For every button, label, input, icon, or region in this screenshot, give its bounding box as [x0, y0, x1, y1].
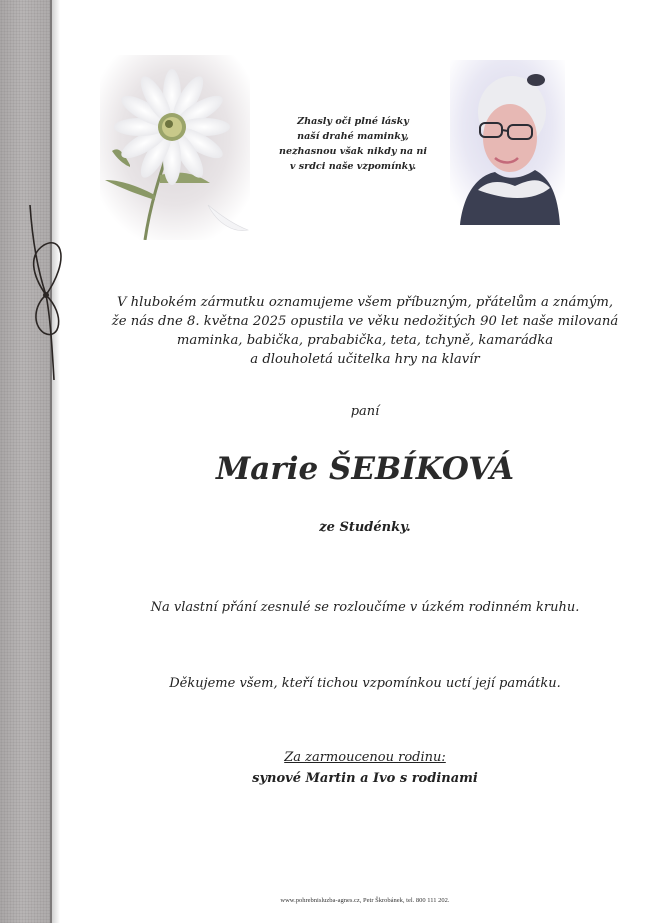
family-heading-text: Za zarmoucenou rodinu:	[284, 750, 446, 765]
announcement-line: že nás dne 8. května 2025 opustila ve věku nedožitých 90 let naše milovaná	[111, 314, 619, 329]
ribbon-bow-icon	[22, 205, 78, 380]
farewell-wish: Na vlastní přání zesnulé se rozloučíme v úzkém rodinném kruhu.	[150, 600, 580, 615]
daisy-flower-image	[100, 55, 250, 240]
announcement-line: a dlouholetá učitelka hry na klavír	[250, 352, 480, 367]
announcement-line: V hlubokém zármutku oznamujeme všem příbuzným, přátelům a známým,	[116, 295, 614, 310]
family-names: synové Martin a Ivo s rodinami	[252, 771, 478, 786]
family-heading	[100, 750, 630, 765]
band-shadow	[52, 0, 60, 923]
poem-line: v srdci naše vzpomínky.	[289, 161, 417, 172]
death-announcement	[100, 293, 630, 369]
deceased-name: Marie ŠEBÍKOVÁ	[215, 451, 514, 487]
left-decorative-band	[0, 0, 50, 923]
announcement-line: maminka, babička, prababička, teta, tchyně, kamarádka	[176, 333, 554, 348]
poem-line: nezhasnou však nikdy na ni	[278, 146, 428, 157]
poem-line: naší drahé maminky,	[297, 131, 409, 142]
funeral-service-footer: www.pohrebnisluzba-agnes.cz, Petr Škrobánek, tel. 800 111 202.	[280, 897, 450, 904]
deceased-portrait-image	[450, 60, 565, 225]
salutation: paní	[350, 404, 380, 419]
thanks-note: Děkujeme všem, kteří tichou vzpomínkou uctí její památku.	[169, 676, 561, 691]
poem-line: Zhasly oči plné lásky	[297, 116, 409, 127]
memorial-poem	[268, 114, 438, 174]
deceased-origin: ze Studénky.	[319, 520, 411, 535]
